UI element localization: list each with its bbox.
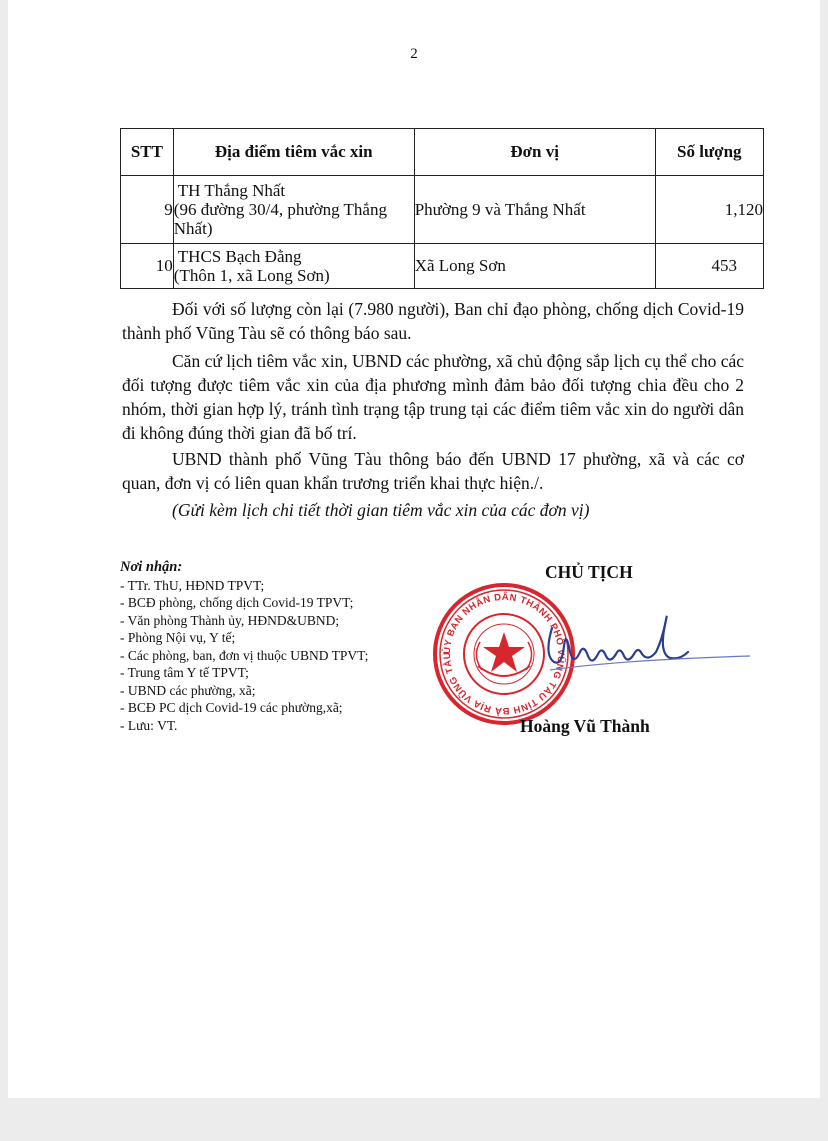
paragraph-attachment-note: (Gửi kèm lịch chi tiết thời gian tiêm vắc xin của các đơn vị) xyxy=(172,500,590,520)
seal-text: ỦY BAN NHÂN DÂN THÀNH PHỐ VŨNG TÀU TỈNH BÀ RỊA VŨNG TÀU xyxy=(441,591,567,717)
table-row xyxy=(121,244,764,289)
vaccination-sites-table xyxy=(120,128,764,289)
header-place: Địa điểm tiêm vắc xin xyxy=(173,129,414,176)
page-number: 2 xyxy=(410,46,418,62)
list-item: - Văn phòng Thành ủy, HĐND&UBND; xyxy=(120,612,340,628)
place-name: THCS Bạch Đằng xyxy=(177,247,302,266)
place-name: TH Thắng Nhất xyxy=(177,181,286,200)
recipients-title: Nơi nhận: xyxy=(120,559,183,575)
paragraph-notice: UBND thành phố Vũng Tàu thông báo đến UBND 17 phường, xã và các cơ quan, đơn vị có liên quan khẩn trương triển khai thực hiện./. xyxy=(122,449,744,493)
paragraph-scheduling: Căn cứ lịch tiêm vắc xin, UBND các phường, xã chủ động sắp lịch cụ thể cho các đối tượng được tiêm vắc xin của địa phương mình đảm bảo đối tượng chia đều cho 2 nhóm, thời gian hợp lý, tránh tình trạng tập trung tại các điểm tiêm vắc xin do người dân đi không đúng thời gian đã bố trí. xyxy=(122,351,745,443)
row-stt: 10 xyxy=(121,244,174,289)
list-item: - BCĐ phòng, chống dịch Covid-19 TPVT; xyxy=(120,595,354,610)
list-item: - Trung tâm Y tế TPVT; xyxy=(120,665,249,680)
header-quantity: Số lượng xyxy=(655,129,763,176)
place-address: (Thôn 1, xã Long Sơn) xyxy=(173,266,330,285)
row-unit: Xã Long Sơn xyxy=(414,244,655,289)
table-row xyxy=(121,176,764,244)
signer-name: Hoàng Vũ Thành xyxy=(520,716,650,736)
place-address: (96 đường 30/4, phường Thắng Nhất) xyxy=(173,200,387,238)
list-item: - BCĐ PC dịch Covid-19 các phường,xã; xyxy=(120,700,343,715)
list-item: - Các phòng, ban, đơn vị thuộc UBND TPVT; xyxy=(120,647,369,663)
position-title: CHỦ TỊCH xyxy=(545,562,633,582)
row-stt: 9 xyxy=(121,176,174,244)
list-item: - UBND các phường, xã; xyxy=(120,682,256,698)
row-unit: Phường 9 và Thắng Nhất xyxy=(414,176,655,244)
row-place xyxy=(173,244,414,289)
handwritten-signature-icon xyxy=(540,600,760,690)
row-quantity: 1,120 xyxy=(655,176,763,244)
recipients-block xyxy=(120,559,368,734)
header-unit: Đơn vị xyxy=(414,129,655,176)
recipients-list xyxy=(120,577,368,735)
list-item: - Phòng Nội vụ, Y tế; xyxy=(120,630,236,645)
row-quantity: 453 xyxy=(655,244,763,289)
list-item: - TTr. ThU, HĐND TPVT; xyxy=(120,577,265,593)
paragraph-remaining-count: Đối với số lượng còn lại (7.980 người), Ban chỉ đạo phòng, chống dịch Covid-19 thành phố Vũng Tàu sẽ có thông báo sau. xyxy=(122,299,744,343)
list-item: - Lưu: VT. xyxy=(120,717,178,733)
row-place xyxy=(173,176,414,244)
table-header-row xyxy=(121,129,764,176)
header-stt: STT xyxy=(121,129,174,176)
